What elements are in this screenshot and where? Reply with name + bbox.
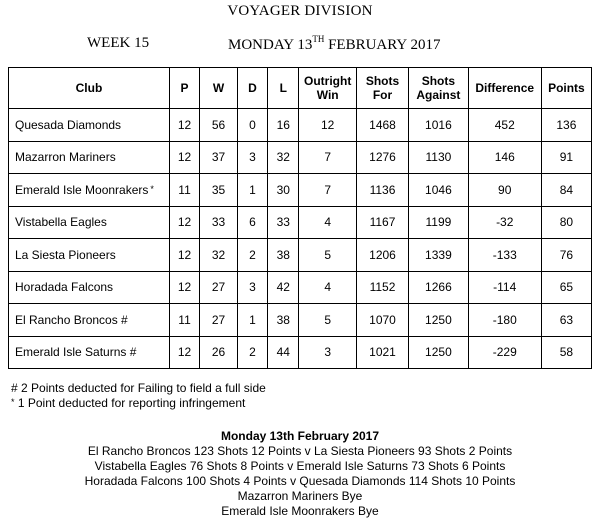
cell-lost: 38 [268, 239, 299, 272]
col-header-outright-win [299, 68, 356, 109]
cell-outright-win: 3 [299, 336, 356, 369]
cell-won: 33 [200, 206, 238, 239]
table-row [9, 271, 592, 304]
cell-shots-against: 1199 [409, 206, 469, 239]
cell-shots-for: 1206 [356, 239, 408, 272]
cell-points: 65 [541, 271, 591, 304]
cell-outright-win: 7 [299, 174, 356, 207]
result-line: Emerald Isle Moonrakers Bye [221, 504, 379, 518]
cell-drawn: 3 [237, 141, 267, 174]
col-header-shots-against [409, 68, 469, 109]
cell-shots-for: 1021 [356, 336, 408, 369]
cell-shots-against: 1046 [409, 174, 469, 207]
cell-points: 58 [541, 336, 591, 369]
result-line: Vistabella Eagles 76 Shots 8 Points v Emerald Isle Saturns 73 Shots 6 Points [94, 459, 506, 473]
cell-club [9, 206, 170, 239]
cell-drawn: 3 [237, 271, 267, 304]
col-header-shots-for-line1: Shots [365, 74, 400, 88]
club-name: Emerald Isle Moonrakers [15, 182, 149, 197]
cell-shots-for: 1070 [356, 304, 408, 337]
col-header-outright-line1: Outright [304, 74, 352, 88]
col-header-shots-against-line1: Shots [421, 74, 456, 88]
cell-difference: 452 [468, 109, 541, 142]
club-name: Mazarron Mariners [15, 150, 116, 165]
cell-played: 12 [169, 239, 199, 272]
club-mark: * [150, 183, 154, 194]
cell-lost: 30 [268, 174, 299, 207]
col-header-points: Points [541, 68, 591, 109]
cell-shots-against: 1130 [409, 141, 469, 174]
results-block [0, 429, 600, 519]
table-row [9, 174, 592, 207]
cell-drawn: 1 [237, 174, 267, 207]
footnote-asterisk [11, 395, 266, 410]
cell-shots-for: 1276 [356, 141, 408, 174]
cell-difference: -133 [468, 239, 541, 272]
cell-difference: -32 [468, 206, 541, 239]
footnote-hash: # 2 Points deducted for Failing to field a full side [11, 381, 266, 395]
result-line: Horadada Falcons 100 Shots 4 Points v Quesada Diamonds 114 Shots 10 Points [84, 474, 516, 488]
cell-shots-against: 1339 [409, 239, 469, 272]
cell-played: 12 [169, 141, 199, 174]
cell-shots-against: 1250 [409, 336, 469, 369]
club-name: Vistabella Eagles [15, 215, 107, 230]
cell-club [9, 304, 170, 337]
club-name: Horadada Falcons [15, 280, 114, 295]
cell-club [9, 239, 170, 272]
cell-played: 12 [169, 109, 199, 142]
club-name: La Siesta Pioneers [15, 247, 116, 262]
col-header-difference: Difference [468, 68, 541, 109]
cell-shots-for: 1167 [356, 206, 408, 239]
col-header-club: Club [9, 68, 170, 109]
footnotes [11, 381, 266, 410]
cell-played: 12 [169, 336, 199, 369]
cell-shots-for: 1468 [356, 109, 408, 142]
cell-club [9, 336, 170, 369]
cell-drawn: 6 [237, 206, 267, 239]
cell-points: 76 [541, 239, 591, 272]
cell-club [9, 141, 170, 174]
cell-lost: 32 [268, 141, 299, 174]
footnote-asterisk-mark: * [11, 397, 15, 407]
cell-won: 26 [200, 336, 238, 369]
table-row [9, 109, 592, 142]
date-superscript: TH [312, 34, 325, 44]
cell-outright-win: 4 [299, 271, 356, 304]
cell-club [9, 109, 170, 142]
cell-difference: -114 [468, 271, 541, 304]
date-prefix: MONDAY 13 [228, 37, 313, 53]
cell-points: 91 [541, 141, 591, 174]
standings-table [8, 67, 592, 369]
club-name: Emerald Isle Saturns # [15, 345, 137, 360]
cell-shots-against: 1250 [409, 304, 469, 337]
table-row [9, 239, 592, 272]
cell-difference: -229 [468, 336, 541, 369]
cell-won: 27 [200, 304, 238, 337]
result-line: El Rancho Broncos 123 Shots 12 Points v La Siesta Pioneers 93 Shots 2 Points [87, 444, 513, 458]
date-suffix: FEBRUARY 2017 [324, 37, 441, 53]
club-name: Quesada Diamonds [15, 117, 122, 132]
cell-outright-win: 5 [299, 304, 356, 337]
cell-won: 35 [200, 174, 238, 207]
cell-lost: 42 [268, 271, 299, 304]
col-header-lost: L [268, 68, 299, 109]
cell-difference: 146 [468, 141, 541, 174]
cell-won: 37 [200, 141, 238, 174]
table-row [9, 206, 592, 239]
cell-lost: 44 [268, 336, 299, 369]
col-header-drawn: D [237, 68, 267, 109]
col-header-shots-for [356, 68, 408, 109]
cell-club [9, 271, 170, 304]
table-row [9, 304, 592, 337]
cell-outright-win: 4 [299, 206, 356, 239]
cell-played: 12 [169, 206, 199, 239]
cell-club [9, 174, 170, 207]
cell-difference: 90 [468, 174, 541, 207]
cell-outright-win: 12 [299, 109, 356, 142]
cell-points: 136 [541, 109, 591, 142]
cell-points: 80 [541, 206, 591, 239]
cell-won: 56 [200, 109, 238, 142]
table-row [9, 336, 592, 369]
cell-outright-win: 7 [299, 141, 356, 174]
week-label: WEEK 15 [87, 35, 150, 51]
cell-difference: -180 [468, 304, 541, 337]
club-name: El Rancho Broncos # [15, 312, 128, 327]
col-header-won: W [200, 68, 238, 109]
footnote-asterisk-text: 1 Point deducted for reporting infringement [14, 396, 246, 410]
cell-won: 27 [200, 271, 238, 304]
cell-drawn: 2 [237, 336, 267, 369]
cell-played: 12 [169, 271, 199, 304]
col-header-outright-line2: Win [316, 88, 339, 102]
col-header-played: P [169, 68, 199, 109]
table-row [9, 141, 592, 174]
cell-drawn: 1 [237, 304, 267, 337]
cell-played: 11 [169, 304, 199, 337]
result-line: Mazarron Mariners Bye [237, 489, 363, 503]
cell-played: 11 [169, 174, 199, 207]
cell-shots-against: 1016 [409, 109, 469, 142]
division-title: VOYAGER DIVISION [227, 3, 373, 19]
cell-drawn: 2 [237, 239, 267, 272]
cell-lost: 33 [268, 206, 299, 239]
col-header-shots-for-line2: For [372, 88, 393, 102]
cell-shots-for: 1152 [356, 271, 408, 304]
header-row [9, 68, 592, 109]
cell-points: 84 [541, 174, 591, 207]
cell-outright-win: 5 [299, 239, 356, 272]
cell-lost: 38 [268, 304, 299, 337]
cell-won: 32 [200, 239, 238, 272]
cell-lost: 16 [268, 109, 299, 142]
results-title: Monday 13th February 2017 [220, 429, 380, 443]
cell-drawn: 0 [237, 109, 267, 142]
cell-shots-for: 1136 [356, 174, 408, 207]
date-label [228, 35, 440, 54]
cell-shots-against: 1266 [409, 271, 469, 304]
col-header-shots-against-line2: Against [416, 88, 461, 102]
cell-points: 63 [541, 304, 591, 337]
